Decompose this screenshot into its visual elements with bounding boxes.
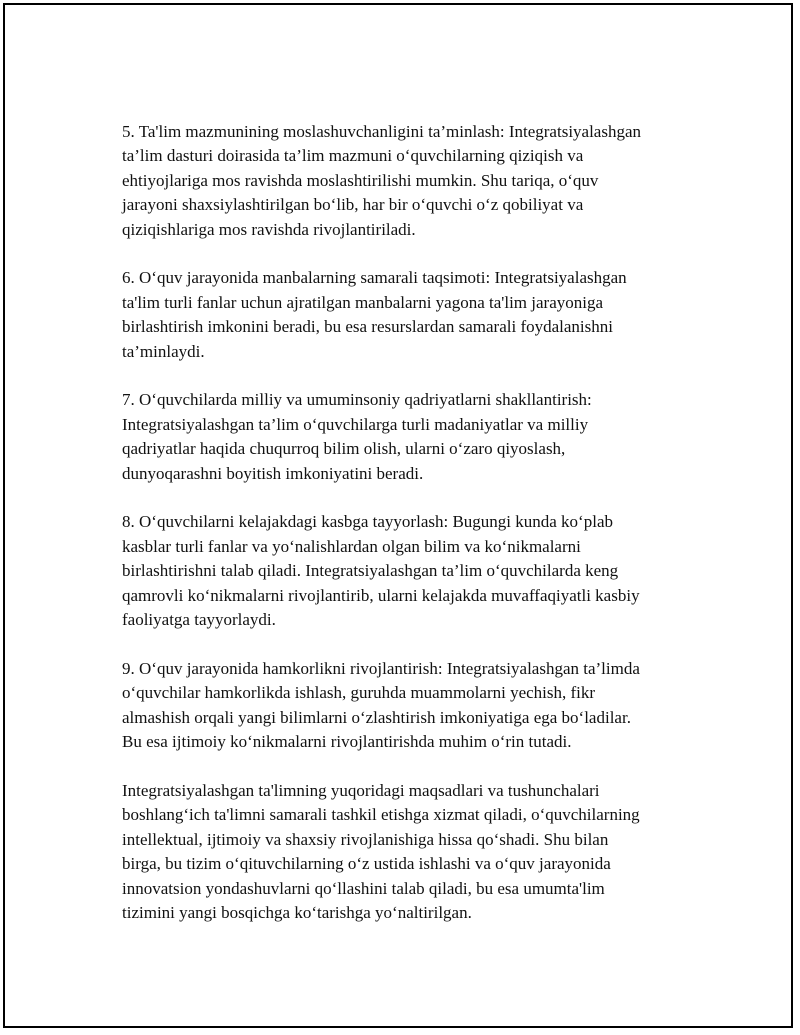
text-line: jarayoni shaxsiylashtirilgan bo‘lib, har bir o‘quvchi o‘z qobiliyat va <box>122 195 584 215</box>
text-line: tizimini yangi bosqichga ko‘tarishga yo‘naltirilgan. <box>122 902 472 922</box>
text-line: Integratsiyalashgan ta’lim o‘quvchilarga turli madaniyatlar va milliy <box>122 414 589 434</box>
text-line: Bu esa ijtimoiy ko‘nikmalarni rivojlantirishda muhim o‘rin tutadi. <box>122 732 572 752</box>
text-line: 8. O‘quvchilarni kelajakdagi kasbga tayyorlash: Bugungi kunda ko‘plab <box>122 512 613 532</box>
paragraph-item-7 <box>122 388 702 486</box>
paragraph-item-8 <box>122 510 702 632</box>
paragraph-item-9 <box>122 657 702 755</box>
text-line: 7. O‘quvchilarda milliy va umuminsoniy qadriyatlarni shakllantirish: <box>122 390 592 410</box>
text-line: qamrovli ko‘nikmalarni rivojlantirib, ularni kelajakda muvaffaqiyatli kasbiy <box>122 585 640 605</box>
paragraph-conclusion <box>122 779 702 925</box>
text-line: kasblar turli fanlar va yo‘nalishlardan olgan bilim va ko‘nikmalarni <box>122 536 581 556</box>
text-line: 6. O‘quv jarayonida manbalarning samarali taqsimoti: Integratsiyalashgan <box>122 268 627 288</box>
text-line: innovatsion yondashuvlarni qo‘llashini talab qiladi, bu esa umumta'lim <box>122 878 605 898</box>
text-line: birga, bu tizim o‘qituvchilarning o‘z ustida ishlashi va o‘quv jarayonida <box>122 854 611 874</box>
text-line: ta’minlaydi. <box>122 341 205 361</box>
text-line: qadriyatlar haqida chuqurroq bilim olish, ularni o‘zaro qiyoslash, <box>122 439 566 459</box>
text-line: 5. Ta'lim mazmunining moslashuvchanligini ta’minlash: Integratsiyalashgan <box>122 122 642 141</box>
text-line: dunyoqarashni boyitish imkoniyatini beradi. <box>122 463 424 483</box>
page-body <box>122 120 702 950</box>
text-line: faoliyatga tayyorlaydi. <box>122 610 276 630</box>
text-line: birlashtirishni talab qiladi. Integratsiyalashgan ta’lim o‘quvchilarda keng <box>122 561 619 581</box>
page-frame <box>3 3 793 1028</box>
text-line: Integratsiyalashgan ta'limning yuqoridagi maqsadlari va tushunchalari <box>122 780 600 800</box>
text-line: ta’lim dasturi doirasida ta’lim mazmuni o‘quvchilarning qiziqish va <box>122 146 584 166</box>
text-line: ehtiyojlariga mos ravishda moslashtirilishi mumkin. Shu tariqa, o‘quv <box>122 170 599 190</box>
text-line: birlashtirish imkonini beradi, bu esa resurslardan samarali foydalanishni <box>122 317 613 337</box>
paragraph-item-6 <box>122 266 702 364</box>
text-line: o‘quvchilar hamkorlikda ishlash, guruhda muammolarni yechish, fikr <box>122 683 596 703</box>
text-line: boshlang‘ich ta'limni samarali tashkil etishga xizmat qiladi, o‘quvchilarning <box>122 805 640 825</box>
text-line: almashish orqali yangi bilimlarni o‘zlashtirish imkoniyatiga ega bo‘ladilar. <box>122 707 631 727</box>
text-line: intellektual, ijtimoiy va shaxsiy rivojlanishiga hissa qo‘shadi. Shu bilan <box>122 829 609 849</box>
text-line: 9. O‘quv jarayonida hamkorlikni rivojlantirish: Integratsiyalashgan ta’limda <box>122 658 640 678</box>
text-line: ta'lim turli fanlar uchun ajratilgan manbalarni yagona ta'lim jarayoniga <box>122 292 604 312</box>
paragraph-item-5 <box>122 120 702 242</box>
text-line: qiziqishlariga mos ravishda rivojlantiriladi. <box>122 219 416 239</box>
